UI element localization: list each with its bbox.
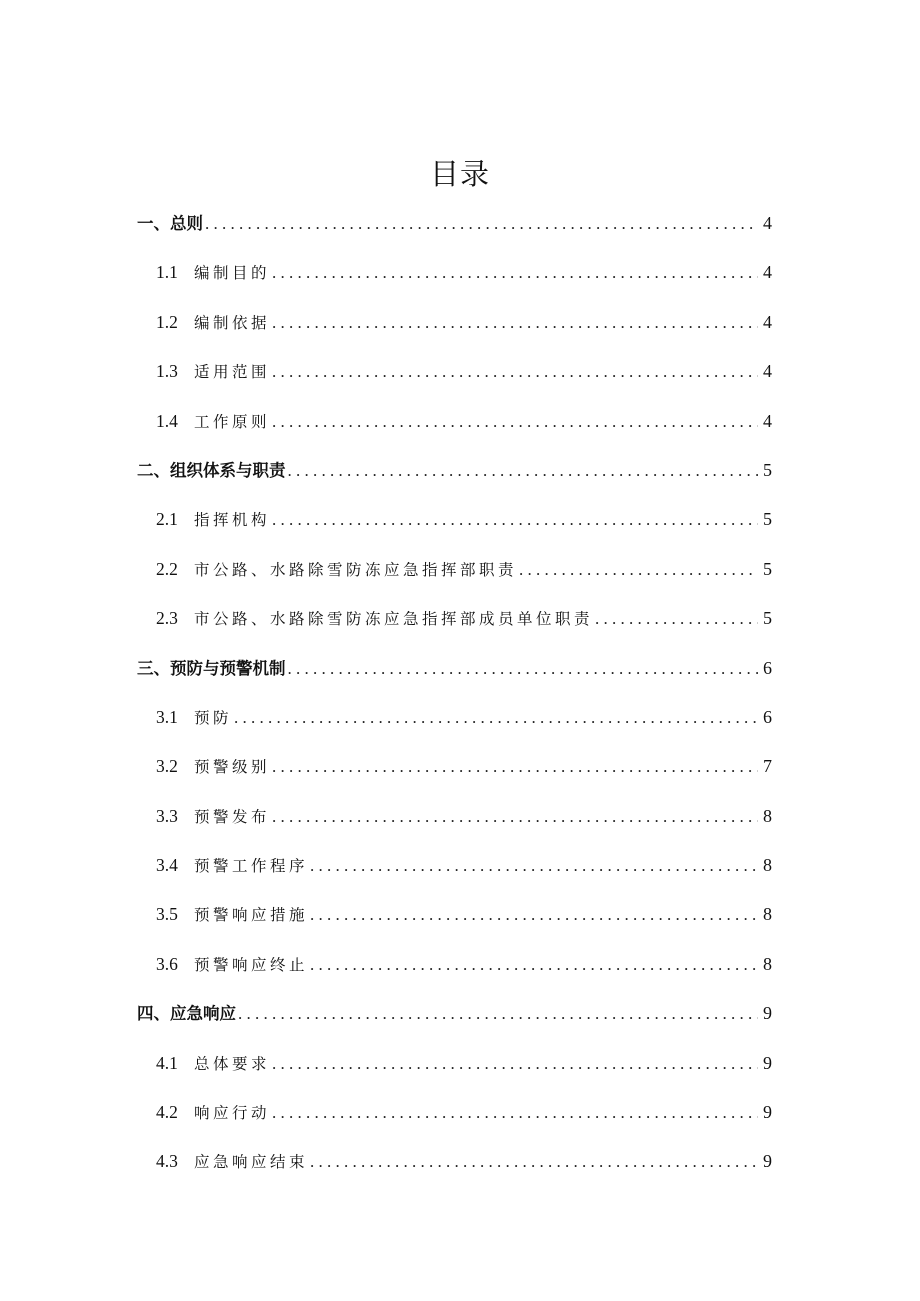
toc-section-number: 1.4 <box>156 410 178 431</box>
toc-entry-line <box>0 558 772 581</box>
dot-leader <box>288 460 759 482</box>
toc-page-number: 6 <box>763 706 772 727</box>
dot-leader <box>205 213 758 235</box>
toc-chapter-entry[interactable] <box>0 212 920 261</box>
toc-page-number: 9 <box>763 1151 772 1172</box>
toc-section-title: 市公路、水路除雪防冻应急指挥部成员单位职责 <box>194 610 594 629</box>
table-of-contents <box>0 212 920 1200</box>
toc-page-number: 9 <box>763 1003 772 1024</box>
toc-section-title: 预警响应终止 <box>194 955 309 974</box>
toc-section-title: 总体要求 <box>194 1054 271 1073</box>
toc-entry-line <box>0 657 772 680</box>
dot-leader <box>272 312 758 334</box>
toc-entry-line <box>0 755 772 778</box>
toc-page-number: 5 <box>763 558 772 579</box>
toc-section-title: 编制目的 <box>194 264 271 283</box>
toc-section-entry[interactable] <box>0 1052 920 1101</box>
toc-section-entry[interactable] <box>0 508 920 557</box>
toc-chapter-title: 四、应急响应 <box>137 1004 236 1024</box>
dot-leader <box>272 806 758 828</box>
dot-leader <box>595 608 758 630</box>
toc-section-number: 2.2 <box>156 558 178 579</box>
toc-section-title: 工作原则 <box>194 412 271 431</box>
toc-section-number: 1.1 <box>156 262 178 283</box>
toc-page-number: 4 <box>763 410 772 431</box>
toc-entry-line <box>0 360 772 383</box>
toc-entry-line <box>0 1101 772 1124</box>
dot-leader <box>310 855 758 877</box>
toc-section-entry[interactable] <box>0 805 920 854</box>
toc-entry-line <box>0 953 772 976</box>
toc-section-number: 4.2 <box>156 1102 178 1123</box>
toc-section-number: 4.1 <box>156 1052 178 1073</box>
toc-entry-line <box>0 212 772 235</box>
toc-entry-line <box>0 1002 772 1025</box>
toc-section-number: 2.1 <box>156 509 178 530</box>
toc-page-number: 4 <box>763 311 772 332</box>
toc-section-entry[interactable] <box>0 903 920 952</box>
dot-leader <box>272 1102 758 1124</box>
dot-leader <box>310 1151 758 1173</box>
toc-section-number: 3.1 <box>156 706 178 727</box>
page-title: 目录 <box>429 157 490 191</box>
dot-leader <box>272 411 758 433</box>
toc-entry-line <box>0 410 772 433</box>
toc-section-number: 3.2 <box>156 756 178 777</box>
toc-entry-line <box>0 1052 772 1075</box>
toc-section-number: 3.6 <box>156 953 178 974</box>
toc-entry-line <box>0 459 772 482</box>
dot-leader <box>272 1053 758 1075</box>
dot-leader <box>310 904 758 926</box>
toc-section-number: 3.3 <box>156 805 178 826</box>
toc-section-entry[interactable] <box>0 1150 920 1199</box>
toc-section-entry[interactable] <box>0 1101 920 1150</box>
toc-entry-line <box>0 805 772 828</box>
toc-section-title: 预警工作程序 <box>194 857 309 876</box>
toc-section-entry[interactable] <box>0 607 920 656</box>
toc-section-number: 1.3 <box>156 361 178 382</box>
toc-page-number: 5 <box>763 509 772 530</box>
dot-leader <box>234 707 758 729</box>
dot-leader <box>272 756 758 778</box>
toc-entry-line <box>0 706 772 729</box>
toc-page-number: 7 <box>763 756 772 777</box>
toc-page-number: 9 <box>763 1052 772 1073</box>
dot-leader <box>238 1003 758 1025</box>
toc-page-number: 8 <box>763 855 772 876</box>
dot-leader <box>272 509 758 531</box>
toc-entry-line <box>0 1150 772 1173</box>
toc-chapter-title: 三、预防与预警机制 <box>137 658 286 678</box>
toc-entry-line <box>0 311 772 334</box>
toc-section-entry[interactable] <box>0 706 920 755</box>
toc-section-title: 预警级别 <box>194 758 271 777</box>
toc-page-number: 6 <box>763 657 772 678</box>
toc-entry-line <box>0 508 772 531</box>
toc-page-number: 8 <box>763 805 772 826</box>
toc-page-number: 4 <box>763 262 772 283</box>
toc-entry-line <box>0 261 772 284</box>
toc-section-entry[interactable] <box>0 755 920 804</box>
toc-section-title: 指挥机构 <box>194 511 271 530</box>
toc-section-title: 预防 <box>194 708 233 727</box>
dot-leader <box>272 262 758 284</box>
toc-chapter-title: 一、总则 <box>137 214 203 233</box>
toc-chapter-entry[interactable] <box>0 657 920 706</box>
toc-section-title: 预警发布 <box>194 807 271 826</box>
toc-section-entry[interactable] <box>0 311 920 360</box>
toc-section-entry[interactable] <box>0 854 920 903</box>
toc-entry-line <box>0 854 772 877</box>
toc-section-number: 2.3 <box>156 608 178 629</box>
toc-entry-line <box>0 903 772 926</box>
toc-section-title: 响应行动 <box>194 1104 271 1123</box>
toc-entry-line <box>0 607 772 630</box>
toc-section-entry[interactable] <box>0 953 920 1002</box>
toc-section-number: 1.2 <box>156 311 178 332</box>
toc-section-entry[interactable] <box>0 410 920 459</box>
toc-section-title: 编制依据 <box>194 313 271 332</box>
dot-leader <box>272 361 758 383</box>
toc-page-number: 5 <box>763 608 772 629</box>
toc-section-title: 应急响应结束 <box>194 1153 309 1172</box>
toc-section-title: 预警响应措施 <box>194 906 309 925</box>
toc-chapter-title: 二、组织体系与职责 <box>137 460 286 480</box>
toc-page-number: 5 <box>763 459 772 480</box>
dot-leader <box>519 559 758 581</box>
toc-page-number: 9 <box>763 1102 772 1123</box>
toc-chapter-entry[interactable] <box>0 1002 920 1051</box>
toc-section-title: 市公路、水路除雪防冻应急指挥部职责 <box>194 560 518 579</box>
dot-leader <box>288 658 759 680</box>
toc-section-entry[interactable] <box>0 360 920 409</box>
toc-page-number: 8 <box>763 953 772 974</box>
toc-chapter-entry[interactable] <box>0 459 920 508</box>
toc-section-entry[interactable] <box>0 558 920 607</box>
toc-section-entry[interactable] <box>0 261 920 310</box>
toc-page-number: 4 <box>763 213 772 233</box>
dot-leader <box>310 954 758 976</box>
toc-page-number: 4 <box>763 361 772 382</box>
toc-section-number: 3.4 <box>156 855 178 876</box>
toc-section-title: 适用范围 <box>194 363 271 382</box>
toc-section-number: 4.3 <box>156 1151 178 1172</box>
toc-page-number: 8 <box>763 904 772 925</box>
toc-section-number: 3.5 <box>156 904 178 925</box>
